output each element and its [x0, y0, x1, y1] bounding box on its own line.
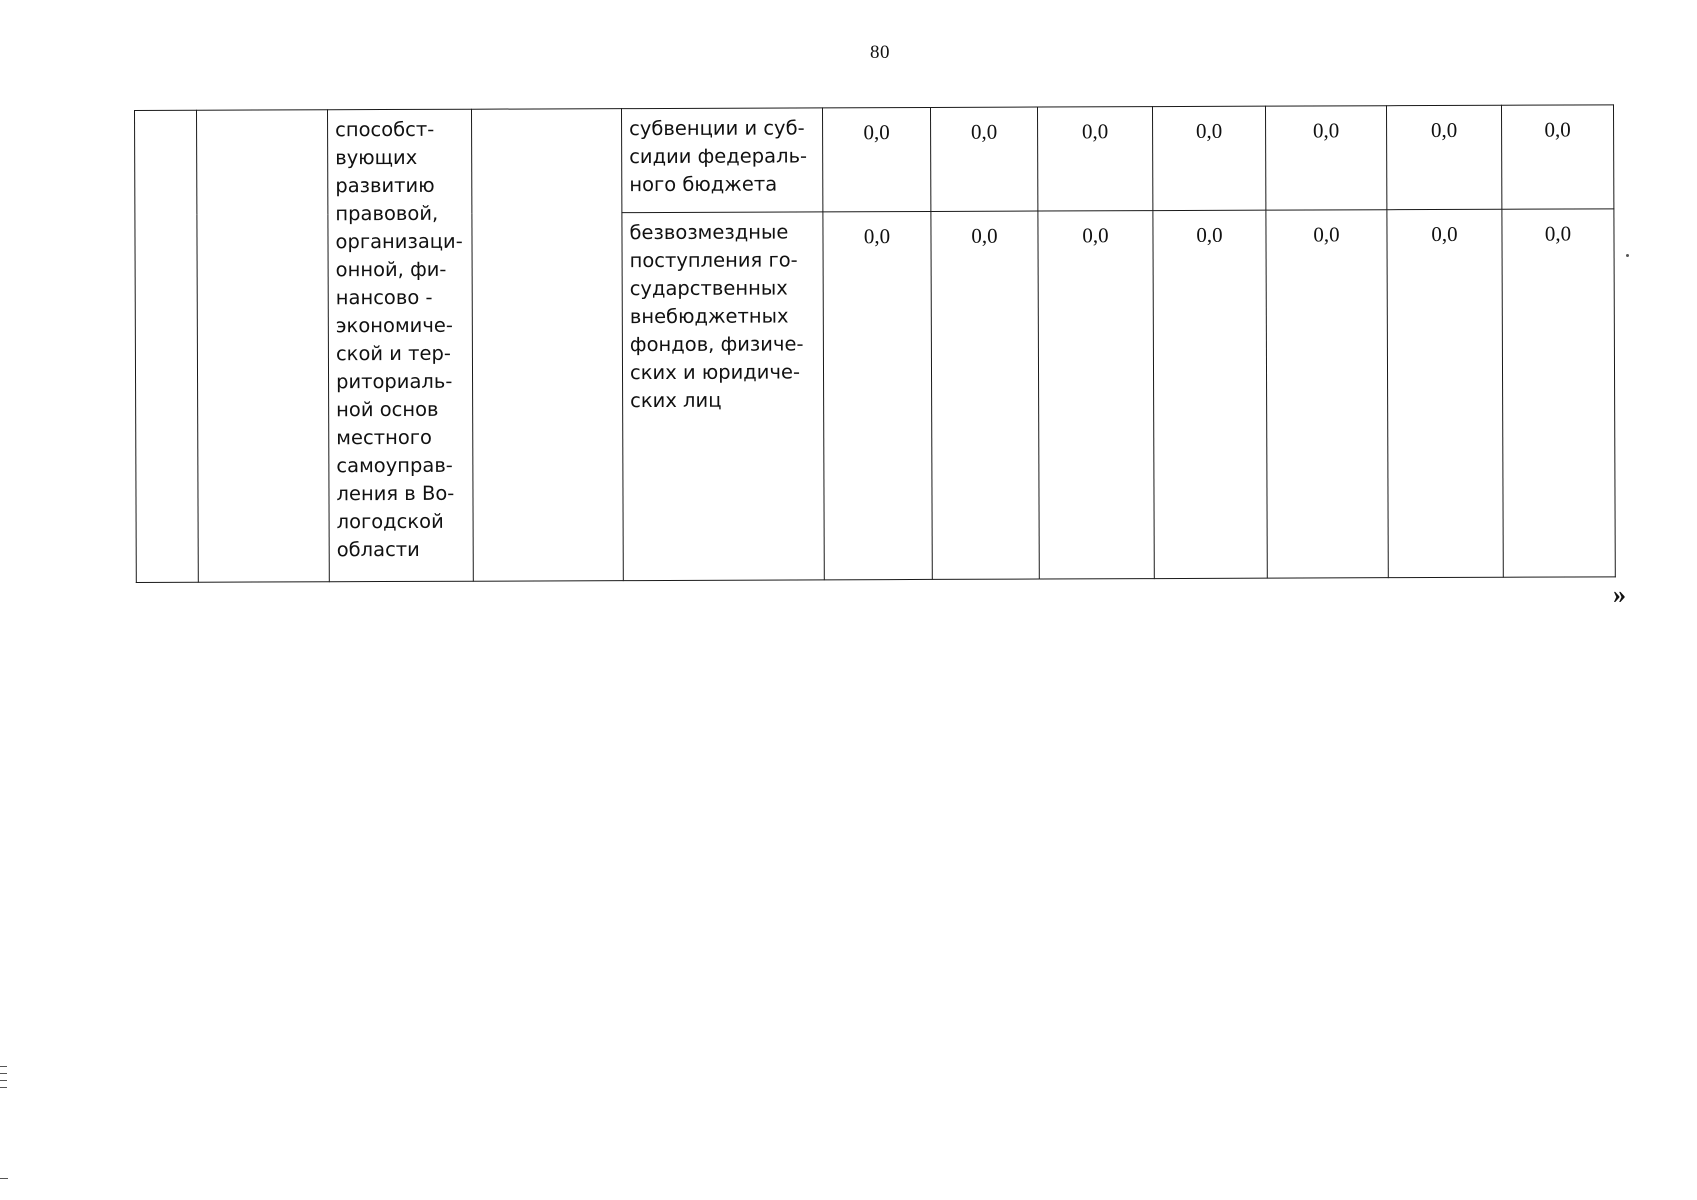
executor-cell — [471, 109, 623, 582]
value-cell: 0,0 — [1387, 209, 1503, 577]
source-line: сидии федераль- — [629, 144, 808, 169]
table-row — [135, 105, 1614, 215]
description-line: самоуправ- — [336, 453, 453, 478]
description-line: способст- — [335, 117, 435, 142]
description-line: вующих — [335, 145, 418, 170]
budget-table — [134, 104, 1616, 583]
value-cell: 0,0 — [1501, 105, 1613, 209]
value-cell: 0,0 — [1386, 105, 1501, 209]
value-cell: 0,0 — [930, 107, 1037, 211]
source-line: сударственных — [629, 276, 788, 301]
program-cell — [197, 110, 330, 582]
value-cell: 0,0 — [1266, 210, 1388, 578]
value-cell: 0,0 — [1152, 106, 1265, 210]
source-line: фондов, физиче- — [629, 332, 804, 357]
source-line: ских и юридиче- — [629, 360, 801, 385]
value-cell: 0,0 — [1265, 106, 1386, 210]
number-cell — [135, 110, 199, 582]
source-line: внебюджетных — [629, 304, 789, 329]
margin-mark — [0, 1178, 8, 1179]
description-line: риториаль- — [336, 369, 453, 394]
page-number: 80 — [870, 42, 890, 63]
description-line: правовой, — [335, 201, 439, 226]
description-line: онной, фи- — [335, 257, 447, 282]
source-line: ного бюджета — [629, 172, 778, 197]
source-line: субвенции и суб- — [629, 116, 805, 141]
scan-speck — [1626, 254, 1629, 257]
funding-source-cell — [621, 108, 822, 213]
description-line: местного — [336, 425, 432, 450]
description-line: организаци- — [335, 229, 463, 254]
source-line: поступления го- — [629, 248, 798, 273]
description-line: области — [336, 537, 420, 562]
value-cell: 0,0 — [1037, 107, 1152, 211]
description-line: ской и тер- — [335, 341, 451, 366]
description-line: экономиче- — [335, 313, 453, 338]
description-line: ной основ — [336, 397, 439, 422]
description-line: логодской — [336, 509, 444, 534]
value-cell: 0,0 — [931, 211, 1039, 579]
description-cell — [328, 109, 474, 582]
funding-source-cell — [622, 212, 824, 581]
value-cell: 0,0 — [1038, 211, 1154, 579]
closing-quote: » — [1613, 580, 1626, 609]
value-cell: 0,0 — [1153, 210, 1267, 578]
value-cell: 0,0 — [822, 107, 930, 211]
description-line: нансово - — [335, 285, 433, 310]
margin-marks — [0, 1066, 8, 1100]
table-container — [134, 104, 1616, 583]
description-line: развитию — [335, 173, 435, 198]
source-line: ских лиц — [630, 388, 722, 413]
description-line: ления в Во- — [336, 481, 455, 506]
source-line: безвозмездные — [629, 220, 789, 245]
value-cell: 0,0 — [823, 211, 932, 579]
value-cell: 0,0 — [1502, 209, 1615, 577]
